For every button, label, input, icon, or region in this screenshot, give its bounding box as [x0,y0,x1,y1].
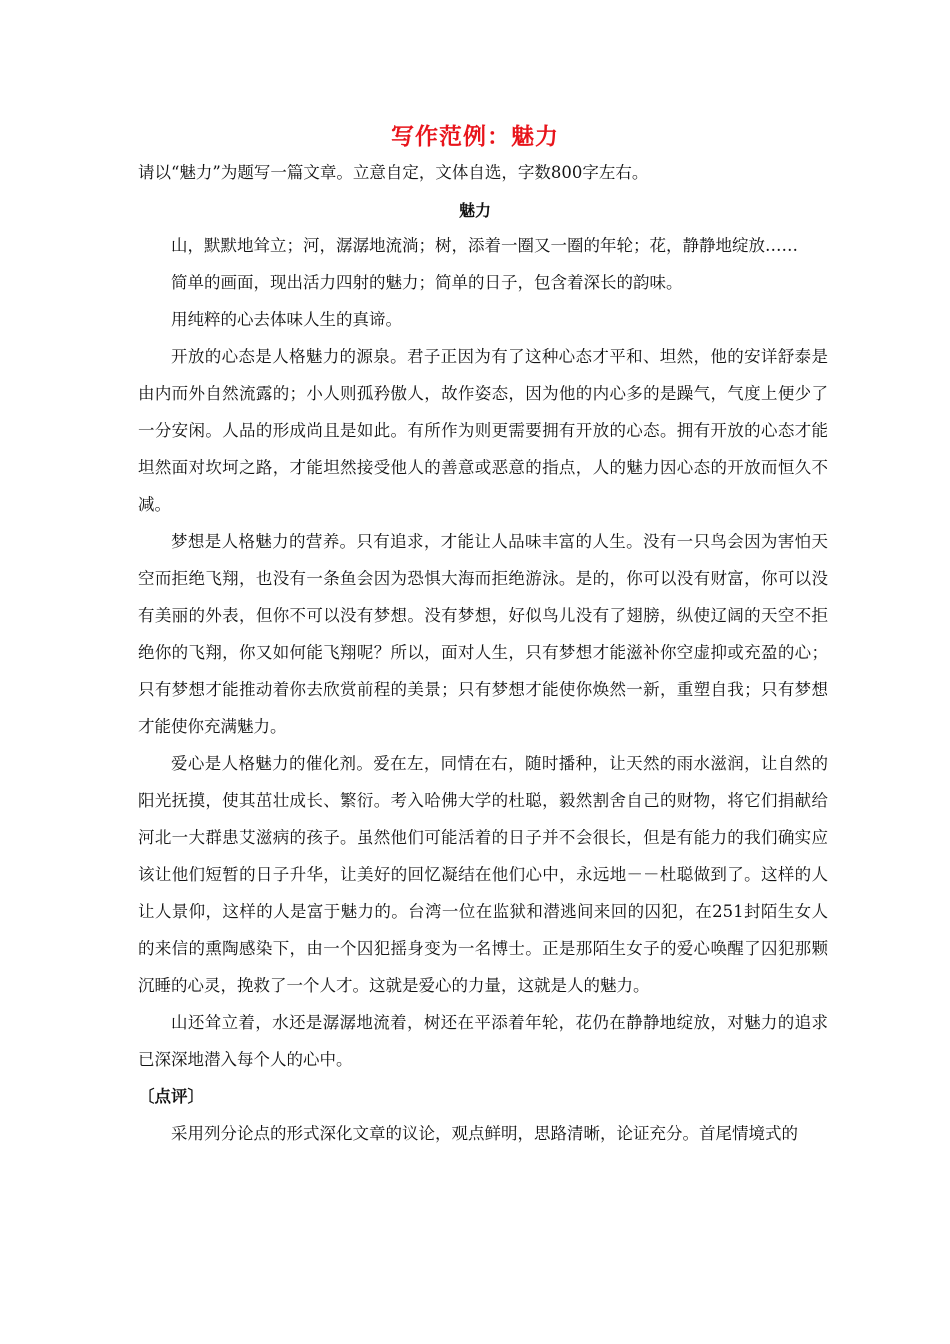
page-title: 写作范例：魅力 [391,124,559,150]
essay-paragraph: 山还耸立着，水还是潺潺地流着，树还在平添着年轮，花仍在静静地绽放，对魅力的追求已深深地潜入每个人的心中。 [138,1013,828,1069]
review-text: 采用列分论点的形式深化文章的议论，观点鲜明，思路清晰，论证充分。首尾情境式的 [171,1124,798,1143]
essay-paragraph: 简单的画面，现出活力四射的魅力；简单的日子，包含着深长的韵味。 [171,273,683,292]
essay-paragraph: 用纯粹的心去体味人生的真谛。 [171,310,402,329]
review-label: 〔点评〕 [138,1087,204,1106]
essay-paragraph: 梦想是人格魅力的营养。只有追求，才能让人品味丰富的人生。没有一只鸟会因为害怕天空而拒绝飞翔，也没有一条鱼会因为恐惧大海而拒绝游泳。是的，你可以没有财富，你可以没有美丽的外表，但你不可以没有梦想。没有梦想，好似鸟儿没有了翅膀，纵使辽阔的天空不拒绝你的飞翔，你又如何能飞翔呢？所以，面对人生，只有梦想才能滋补你空虚抑或充盈的心；只有梦想才能推动着你去欣赏前程的美景；只有梦想才能使你焕然一新，重塑自我；只有梦想才能使你充满魅力。 [138,532,828,736]
essay-paragraph: 开放的心态是人格魅力的源泉。君子正因为有了这种心态才平和、坦然，他的安详舒泰是由内而外自然流露的；小人则孤矜傲人，故作姿态，因为他的内心多的是躁气，气度上便少了一分安闲。人品的形成尚且是如此。有所作为则更需要拥有开放的心态。拥有开放的心态才能坦然面对坎坷之路，才能坦然接受他人的善意或恶意的指点，人的魅力因心态的开放而恒久不减。 [138,347,828,514]
essay-title: 魅力 [458,201,491,220]
essay-body [138,227,828,1152]
essay-paragraph: 山，默默地耸立；河，潺潺地流淌；树，添着一圈又一圈的年轮；花，静静地绽放…… [171,236,798,255]
essay-paragraph: 爱心是人格魅力的催化剂。爱在左，同情在右，随时播种，让天然的雨水滋润，让自然的阳光抚摸，使其茁壮成长、繁衍。考入哈佛大学的杜聪，毅然割舍自己的财物，将它们捐献给河北一大群患艾滋病的孩子。虽然他们可能活着的日子并不会很长，但是有能力的我们确实应该让他们短暂的日子升华，让美好的回忆凝结在他们心中，永远地－－杜聪做到了。这样的人让人景仰，这样的人是富于魅力的。台湾一位在监狱和潜逃间来回的囚犯，在251封陌生女人的来信的熏陶感染下，由一个囚犯摇身变为一名博士。正是那陌生女子的爱心唤醒了囚犯那颗沉睡的心灵，挽救了一个人才。这就是爱心的力量，这就是人的魅力。 [138,754,828,995]
writing-prompt: 请以“魅力”为题写一篇文章。立意自定，文体自选，字数800字左右。 [138,163,649,182]
